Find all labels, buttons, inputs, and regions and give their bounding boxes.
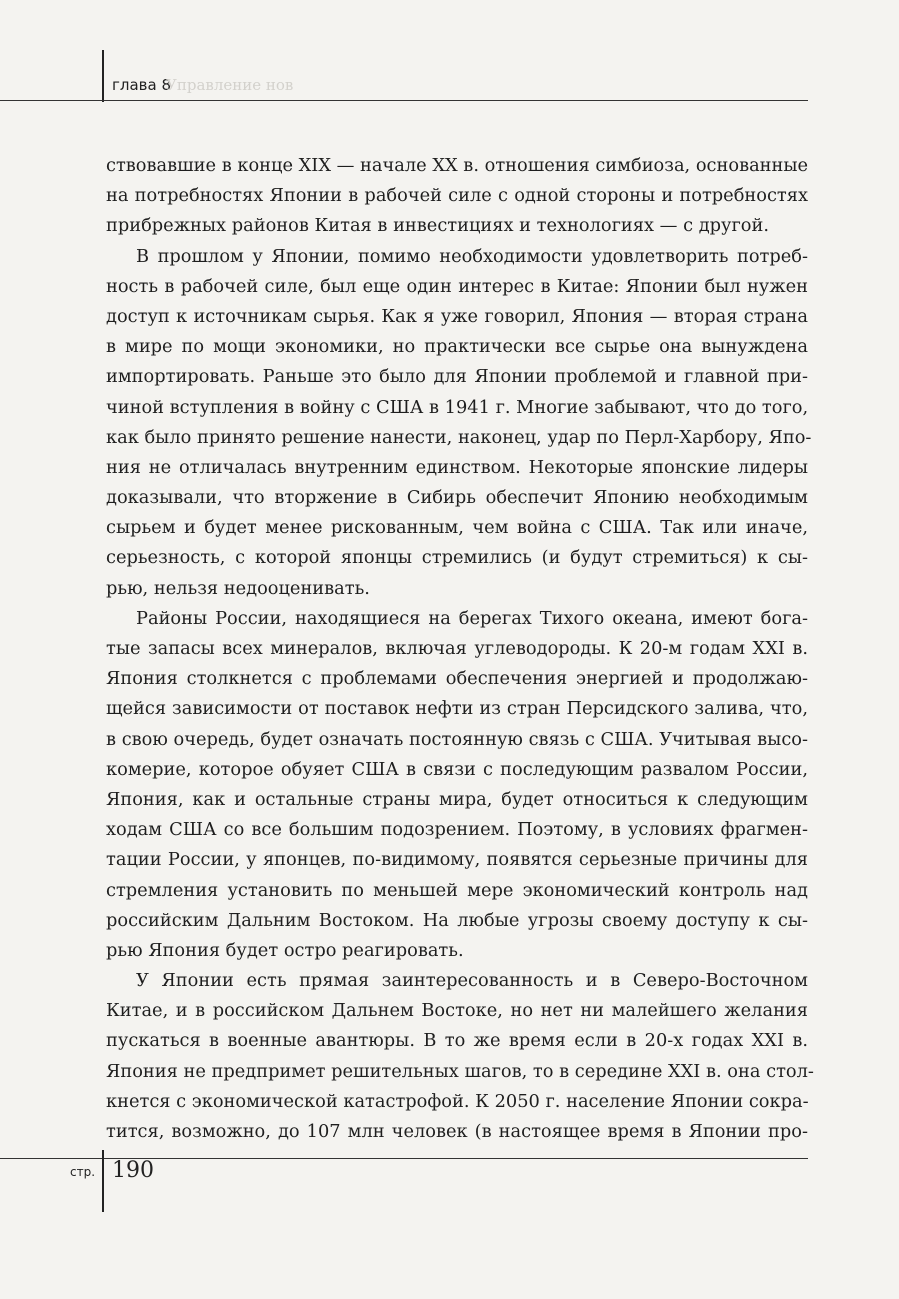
footer-vertical-rule <box>102 1150 104 1212</box>
text-line: пускаться в военные авантюры. В то же время если в 20-х годах XXI в. <box>106 1030 808 1052</box>
header-horizontal-rule <box>0 100 808 101</box>
text-line: Япония, как и остальные страны мира, будет относиться к следующим <box>106 788 808 810</box>
page-label: стр. <box>70 1165 96 1179</box>
text-line: комерие, которое обуяет США в связи с последующим развалом России, <box>106 758 808 780</box>
text-line: сырьем и будет менее рискованным, чем война с США. Так или иначе, <box>106 517 808 539</box>
text-line: в мире по мощи экономики, но практически все сырье она вынуждена <box>106 336 808 358</box>
text-line: рью, нельзя недооценивать. <box>106 577 370 599</box>
text-line: российским Дальним Востоком. На любые угрозы своему доступу к сы- <box>106 909 808 931</box>
header-vertical-rule <box>102 50 104 102</box>
text-line: в свою очередь, будет означать постоянную связь с США. Учитывая высо- <box>106 728 808 750</box>
text-line: кнется с экономической катастрофой. К 2050 г. население Японии сокра- <box>106 1090 809 1112</box>
text-line: импортировать. Раньше это было для Японии проблемой и главной при- <box>106 366 808 388</box>
page-number: 190 <box>112 1158 154 1183</box>
text-line: тации России, у японцев, по-видимому, появятся серьезные причины для <box>106 849 808 871</box>
text-line: доказывали, что вторжение в Сибирь обеспечит Японию необходимым <box>106 487 808 509</box>
chapter-title-show-through: Управление нов <box>166 76 294 94</box>
text-line: Китае, и в российском Дальнем Востоке, но нет ни малейшего желания <box>106 1000 808 1022</box>
paragraph-first-line: У Японии есть прямая заинтересованность и в Северо-Восточном <box>136 970 808 992</box>
text-line: прибрежных районов Китая в инвестициях и технологиях — с другой. <box>106 215 770 237</box>
text-line: Япония не предпримет решительных шагов, то в середине XXI в. она стол- <box>106 1060 814 1082</box>
paragraph-first-line: В прошлом у Японии, помимо необходимости удовлетворить потреб- <box>136 245 808 267</box>
text-line: доступ к источникам сырья. Как я уже говорил, Япония — вторая страна <box>106 305 808 327</box>
text-line: серьезность, с которой японцы стремились (и будут стремиться) к сы- <box>106 547 808 569</box>
text-line: тые запасы всех минералов, включая углеводороды. К 20-м годам XXI в. <box>106 638 808 659</box>
text-line: как было принято решение нанести, наконец, удар по Перл-Харбору, Япо- <box>106 426 812 448</box>
text-line: Япония столкнется с проблемами обеспечения энергией и продолжаю- <box>106 668 808 690</box>
paragraph-first-line: Районы России, находящиеся на берегах Тихого океана, имеют бога- <box>136 607 808 629</box>
text-line: ходам США со все большим подозрением. Поэтому, в условиях фрагмен- <box>106 819 808 841</box>
chapter-label: глава 8 <box>112 76 172 94</box>
text-line: ствовавшие в конце XIX — начале XX в. отношения симбиоза, основанные <box>106 155 809 176</box>
text-line: щейся зависимости от поставок нефти из стран Персидского залива, что, <box>106 698 808 720</box>
text-line: ность в рабочей силе, был еще один интерес в Китае: Японии был нужен <box>106 275 808 297</box>
text-line: рью Япония будет остро реагировать. <box>106 939 464 961</box>
text-line: тится, возможно, до 107 млн человек (в настоящее время в Японии про- <box>106 1121 808 1142</box>
text-line: стремления установить по меньшей мере экономический контроль над <box>106 879 808 901</box>
text-line: чиной вступления в войну с США в 1941 г. Многие забывают, что до того, <box>106 396 809 418</box>
text-line: на потребностях Японии в рабочей силе с одной стороны и потребностях <box>106 185 808 207</box>
body-text <box>106 151 814 1147</box>
text-line: ния не отличалась внутренним единством. Некоторые японские лидеры <box>106 456 808 478</box>
